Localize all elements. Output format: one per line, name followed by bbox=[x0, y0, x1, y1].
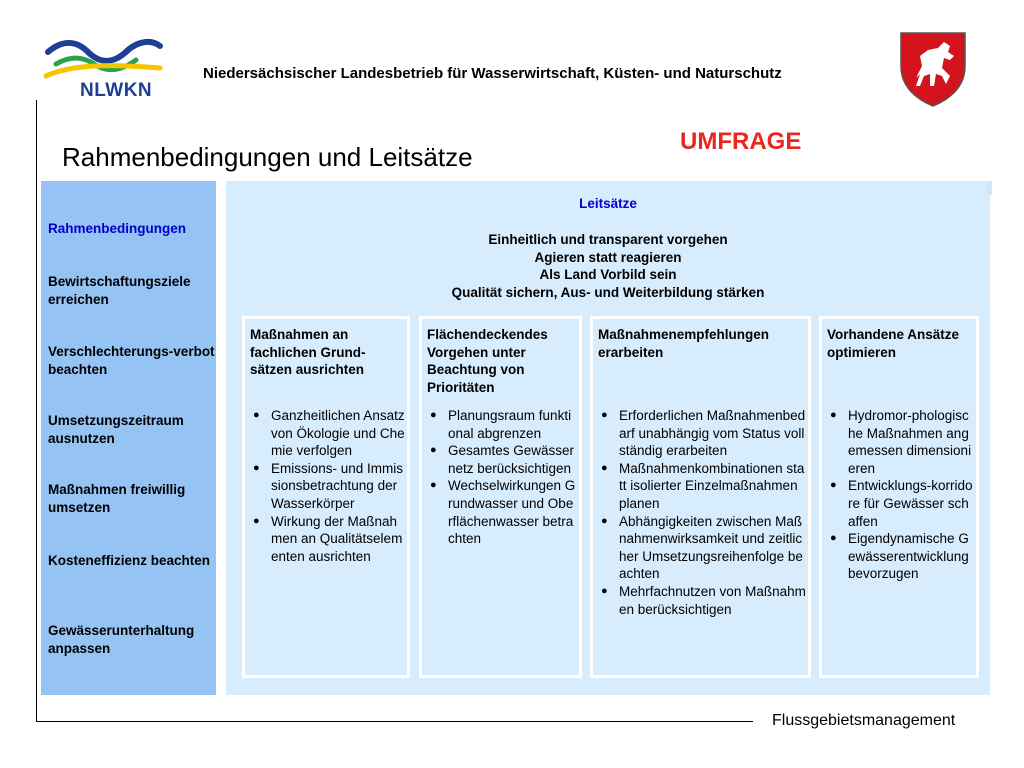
principle: Agieren statt reagieren bbox=[534, 249, 682, 265]
sidebar-item-kosteneffizienz[interactable]: Kosteneffizienz beachten bbox=[48, 553, 211, 568]
list-item: ● Mehrfachnutzen von Maßnahmen berücksichtigen bbox=[601, 583, 806, 617]
list-item: ● Planungsraum funktional abgrenzen bbox=[430, 408, 572, 441]
footer-label: Flussgebietsmanagement bbox=[772, 712, 956, 729]
list-item: ● Entwicklungs-korridore für Gewässer schaffen bbox=[830, 478, 973, 529]
bullet-icon: ● bbox=[253, 461, 260, 474]
column-title: Vorhandene Ansätze optimieren bbox=[827, 327, 960, 360]
sidebar-item-verschlechterungsverbot[interactable]: Verschlechterungs-verbot beachten bbox=[48, 344, 215, 377]
principle: Als Land Vorbild sein bbox=[539, 267, 677, 282]
sidebar-item-massnahmen-freiwillig[interactable]: Maßnahmen freiwillig umsetzen bbox=[48, 482, 186, 515]
list-item: ● Gesamtes Gewässernetz berücksichtigen bbox=[430, 443, 575, 476]
frame-vertical-line bbox=[36, 100, 37, 722]
sidebar bbox=[41, 181, 216, 695]
list-item: ● Hydromor-phologische Maßnahmen angemessen dimensionieren bbox=[830, 408, 972, 476]
organization-name: Niedersächsischer Landesbetrieb für Wasserwirtschaft, Küsten- und Naturschutz bbox=[203, 65, 782, 82]
bullet-icon: ● bbox=[601, 409, 608, 421]
bullet-icon: ● bbox=[830, 532, 837, 545]
column-massnahmenempfehlungen bbox=[590, 316, 811, 678]
bullet-icon: ● bbox=[601, 584, 608, 597]
panel-edge bbox=[986, 181, 992, 195]
survey-badge: UMFRAGE bbox=[680, 128, 802, 155]
bullet-icon: ● bbox=[253, 514, 260, 527]
column-title: Maßnahmen an fachlichen Grund-sätzen ausrichten bbox=[250, 327, 366, 377]
bullet-icon: ● bbox=[430, 409, 437, 421]
list-item: ● Ganzheitlichen Ansatz von Ökologie und Chemie verfolgen bbox=[253, 408, 405, 459]
list-item: ● Emissions- und Immissionsbetrachtung der Wasserkörper bbox=[253, 460, 404, 511]
sidebar-item-gewaesserunterhaltung[interactable]: Gewässerunterhaltung anpassen bbox=[48, 623, 195, 656]
bullet-icon: ● bbox=[253, 409, 260, 421]
principle: Qualität sichern, Aus- und Weiterbildung stärken bbox=[451, 284, 765, 300]
column-title: Flächendeckendes Vorgehen unter Beachtung von Prioritäten bbox=[427, 327, 548, 395]
column-flaechendeckend bbox=[419, 316, 582, 678]
bullet-icon: ● bbox=[601, 461, 608, 474]
leitsaetze-heading: Leitsätze bbox=[579, 196, 637, 211]
frame-horizontal-line bbox=[36, 721, 753, 722]
logo-wordmark: NLWKN bbox=[80, 80, 153, 101]
list-item: ● Maßnahmenkombinationen statt isolierter Einzelmaßnahmen planen bbox=[601, 460, 805, 511]
principle: Einheitlich und transparent vorgehen bbox=[488, 232, 728, 247]
bullet-icon: ● bbox=[830, 479, 837, 492]
bullet-icon: ● bbox=[830, 409, 837, 421]
list-item: ● Eigendynamische Gewässerentwicklung bevorzugen bbox=[830, 531, 969, 582]
bullet-icon: ● bbox=[430, 479, 437, 492]
bullet-icon: ● bbox=[430, 444, 437, 457]
list-item: ● Erforderlichen Maßnahmenbedarf unabhängig vom Status vollständig erarbeiten bbox=[601, 408, 806, 459]
list-item: ● Wirkung der Maßnahmen an Qualitätselementen ausrichten bbox=[253, 513, 403, 564]
column-title: Maßnahmenempfehlungen erarbeiten bbox=[598, 327, 770, 360]
sidebar-item-bewirtschaftungsziele[interactable]: Bewirtschaftungsziele erreichen bbox=[48, 274, 191, 307]
list-item: ● Abhängigkeiten zwischen Maßnahmenwirksamkeit und zeitlicher Umsetzungsreihenfolge beachten bbox=[601, 513, 803, 582]
sidebar-item-umsetzungszeitraum[interactable]: Umsetzungszeitraum ausnutzen bbox=[48, 413, 184, 446]
sidebar-item-rahmenbedingungen[interactable]: Rahmenbedingungen bbox=[48, 221, 186, 236]
page-title: Rahmenbedingungen und Leitsätze bbox=[62, 142, 473, 172]
bullet-icon: ● bbox=[601, 514, 608, 527]
column-ansaetze-optimieren bbox=[819, 316, 979, 678]
coat-of-arms-icon bbox=[898, 30, 968, 108]
column-fachliche-grundsaetze bbox=[242, 316, 410, 678]
principles-list bbox=[226, 231, 990, 301]
list-item: ● Wechselwirkungen Grundwasser und Oberflächenwasser betrachten bbox=[430, 478, 576, 547]
